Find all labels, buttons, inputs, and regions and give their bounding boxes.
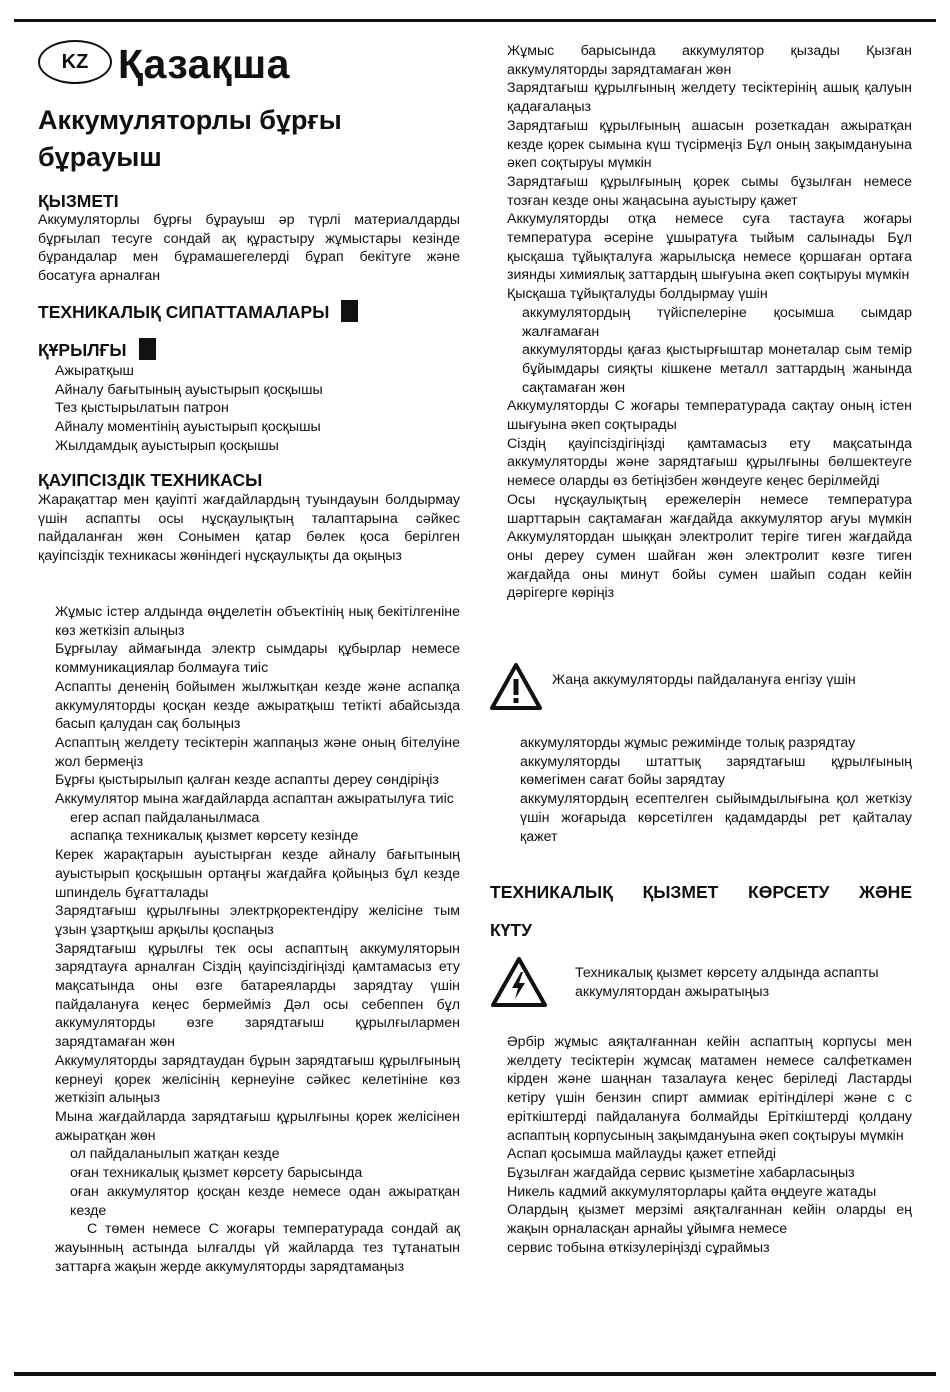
language-badge <box>38 40 112 84</box>
device-item: Тез қыстырылатын патрон <box>55 400 229 417</box>
safety-subitem: егер аспап пайдаланылмаса <box>70 809 260 826</box>
new-battery-step: аккумуляторды жұмыс режимінде толық разрядтау <box>520 735 856 751</box>
device-heading <box>38 338 460 361</box>
safety-item: Зарядтағыш құрылғының желдету тесіктерінің ашық қалуын қадағалаңыз <box>507 80 912 116</box>
device-item: Айналу бағытының ауыстырып қосқышы <box>55 381 323 398</box>
maintenance-item: Никель кадмий аккумуляторлары қайта өңдеуге жатады <box>507 1183 877 1200</box>
tech-specs-heading-text: ТЕХНИКАЛЫҚ СИПАТТАМАЛАРЫ <box>38 302 330 322</box>
safety-item: Зарядтағыш құрылғыны электрқоректендіру желісіне тым ұзын ұзартқыш арқылы қоспаңыз <box>55 903 460 938</box>
safety-item: Зарядтағыш құрылғы тек осы аспаптың аккумуляторын зарядтауға арналған Сіздің қауіпсіздігіңізді қамтамасыз ету мақсатында оны өзге батареяларды зарядтау үшін пайдалануға кеңес бермейміз Дәл осы себеппен бұл аккумуляторды өзге зарядтағыш құрылғылармен зарядтамаған жөн <box>55 940 460 1051</box>
maintenance-heading: ТЕХНИКАЛЫҚ ҚЫЗМЕТ КӨРСЕТУ ЖӘНЕ <box>490 882 912 902</box>
new-battery-step: аккумулятордың есептелген сыйымдылығына қол жеткізу үшін жоғарыда көрсетілген қадамдарды рет қайталау қажет <box>520 791 912 845</box>
safety-item: Керек жарақтарын ауыстырған кезде айналу бағытының ауыстырып қосқышын ортаңғы жағдайға қойыңыз бұл кезде шпиндель бұғатталады <box>55 847 460 901</box>
warning-triangle-icon <box>489 662 543 712</box>
language-title: Қазақша <box>118 41 290 87</box>
black-box-marker <box>139 338 156 360</box>
device-list <box>38 362 460 456</box>
maintenance-item: Аспап қосымша майлауды қажет етпейді <box>507 1146 777 1163</box>
service-heading: ҚЫЗМЕТІ <box>38 191 119 211</box>
safety-subitem: оған техникалық қызмет көрсету барысында <box>70 1165 363 1182</box>
maintenance-heading-2: КҮТУ <box>490 920 532 940</box>
safety-item: Осы нұсқаулықтың ережелерін немесе температура шарттарын сақтамаған жағдайда аккумулятор ағуы мүмкін Аккумулятордан шыққан электролит теріге тиген жағдайда оны дереу сумен шайған жөн электролит көзге тиген жағдайда оны минут бойы сумен шайып содан кейін дәрігерге көріңіз <box>507 491 912 602</box>
safety-item: Мына жағдайларда зарядтағыш құрылғыны қорек желісінен ажыратқан жөн <box>55 1108 460 1144</box>
safety-item: Бұрғы қыстырылып қалған кезде аспапты дереу сөндіріңіз <box>55 772 439 789</box>
safety-subitem: аккумулятордың түйіспелеріне қосымша сымдар жалғамаған <box>522 304 912 340</box>
safety-item: Жұмыс барысында аккумулятор қызады Қызған аккумуляторды зарядтамаған жөн <box>507 43 912 78</box>
safety-item: Аккумулятор мына жағдайларда аспаптан ажыратылуға тиіс <box>55 791 454 808</box>
top-rule <box>14 19 936 22</box>
safety-item: Аспапты дененің бойымен жылжытқан кезде және аспапқа аккумуляторды қосқан кезде ажыратқыш тетікті абайсызда басып қалудан сақ болыңыз <box>55 678 460 733</box>
safety-heading: ҚАУІПСІЗДІК ТЕХНИКАСЫ <box>38 470 263 490</box>
maintenance-item: Олардың қызмет мерзімі аяқталғаннан кейін оларды ең жақын орналасқан арнайы ұйымға немесе <box>507 1202 912 1238</box>
language-code: KZ <box>61 50 89 73</box>
device-item: Айналу моментінің ауыстырып қосқышы <box>55 419 321 436</box>
safety-item: Жұмыс істер алдында өңделетін объектінің нық бекітілгеніне көз жеткізіп алыңыз <box>55 604 460 639</box>
service-text: Аккумуляторлы бұрғы бұрауыш әр түрлі материалдарды бұрғылап тесуге сондай ақ құрастыру жұмыстары кезінде бұрандалар мен бұрамашегелерді бұрап бекітуге және босатуға арналған <box>38 212 460 285</box>
bottom-rule <box>14 1372 936 1376</box>
safety-subitem: оған аккумулятор қосқан кезде немесе одан ажыратқан кезде <box>70 1183 460 1219</box>
safety-subitem: аккумуляторды қағаз қыстырғыштар монеталар сым темір бұйымдары сияқты кішкене металл заттардың жанында сақтамаған жөн <box>522 342 912 396</box>
safety-item: Аккумуляторды отқа немесе суға тастауға жоғары температура әсеріне ұшыратуға тыйым салынады Бұл қысқаша тұйықталуға жарылысқа немесе қоршаған ортаға зиянды химиялық заттардың шығуына әкеп соқтыруы мүмкін <box>507 211 912 284</box>
product-title: Аккумуляторлы бұрғы бұрауыш <box>38 105 342 172</box>
new-battery-step: аккумуляторды штаттық зарядтағыш құрылғының көмегімен сағат бойы зарядтау <box>520 753 912 789</box>
black-box-marker <box>341 300 358 322</box>
maintenance-item: сервис тобына өткізулеріңізді сұраймыз <box>507 1239 770 1256</box>
tech-specs-heading <box>38 300 460 323</box>
electric-hazard-icon <box>490 956 548 1008</box>
safety-item: Бұрғылау аймағында электр сымдары құбырлар немесе коммуникациялар болмауға тиіс <box>55 641 460 677</box>
device-item: Ажыратқыш <box>55 363 134 379</box>
device-heading-text: ҚҰРЫЛҒЫ <box>38 340 127 360</box>
safety-item: Аккумуляторды С жоғары температурада сақтау оның істен шығуына әкеп соқтырады <box>507 398 912 434</box>
maintenance-item: Бұзылған жағдайда сервис қызметіне хабарласыңыз <box>507 1164 855 1181</box>
safety-item: Зарядтағыш құрылғының қорек сымы бұзылған немесе тозған кезде оны жаңасына ауыстыру қажет <box>507 173 912 209</box>
new-battery-warning: Жаңа аккумуляторды пайдалануға енгізу үшін <box>552 672 856 688</box>
safety-intro: Жарақаттар мен қауіпті жағдайлардың туындауын болдырмау үшін аспапты осы нұсқаулықтың талаптарына сәйкес пайдаланған жөн Сонымен қатар бөлек қоса берілген қауіпсіздік техникасы жөніндегі нұсқаулықты да оқыңыз <box>38 492 460 565</box>
device-item: Жылдамдық ауыстырып қосқышы <box>55 437 279 454</box>
safety-item: Зарядтағыш құрылғының ашасын розеткадан ажыратқан кезде қорек сымына күш түсірмеңіз Бұл оның зақымдануына әкеп соқтыруы мүмкін <box>507 117 912 172</box>
safety-item: Аспаптың желдету тесіктерін жаппаңыз және оның бітелуіне жол бермеңіз <box>55 734 460 770</box>
maintenance-warning: Техникалық қызмет көрсету алдында аспапты аккумулятордан ажыратыңыз <box>575 965 879 1000</box>
safety-item: Қысқаша тұйықталуды болдырмау үшін <box>507 286 768 303</box>
safety-item: С төмен немесе С жоғары температурада сондай ақ жауынның астында ылғалды үй жайларда тез тұтанатын заттарға жақын жерде аккумуляторды зарядтамаңыз <box>55 1221 460 1275</box>
maintenance-item: Әрбір жұмыс аяқталғаннан кейін аспаптың корпусы мен желдету тесіктерін жұмсақ матамен немесе салфеткамен кірден және шаңнан тазалауға кеңес беріледі Ластарды кетіру үшін бензин спирт аммиак ерітінділері және с с еріткіштерді пайдалануға болмайды Еріткіштерді қолдану аспаптың корпусының зақымдануына әкеп соқтыруы мүмкін <box>507 1034 912 1144</box>
safety-item: Сіздің қауіпсіздігіңізді қамтамасыз ету мақсатында аккумуляторды және зарядтағыш құрылғыны бөлшектеуге немесе оларды өз бетіңізбен жөндеуге кеңес берілмейді <box>507 435 912 490</box>
safety-item: Аккумуляторды зарядтаудан бұрын зарядтағыш құрылғының кернеуі қорек желісінің кернеуіне сәйкес келетініне көз жеткізіп алыңыз <box>55 1052 460 1107</box>
safety-subitem: ол пайдаланылып жатқан кезде <box>70 1146 280 1163</box>
safety-subitem: аспапқа техникалық қызмет көрсету кезінде <box>70 828 359 845</box>
